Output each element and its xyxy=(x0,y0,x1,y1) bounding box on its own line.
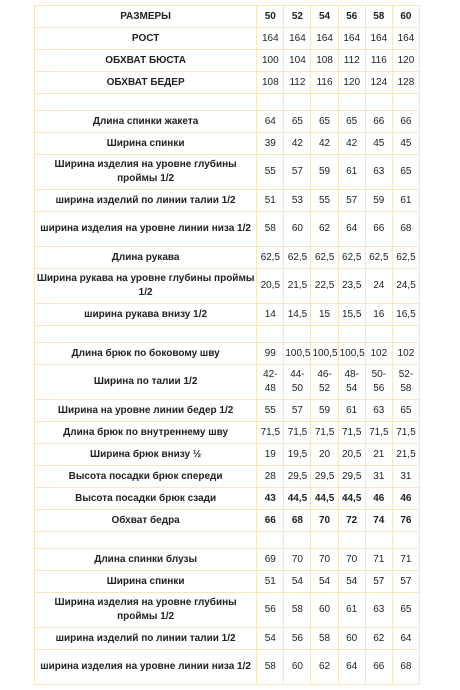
cell-value: 124 xyxy=(365,72,392,94)
cell-value: 108 xyxy=(311,50,338,72)
table-row xyxy=(35,111,420,133)
header-label: РАЗМЕРЫ xyxy=(35,6,257,28)
cell-value: 54 xyxy=(311,571,338,593)
empty-cell xyxy=(392,532,419,549)
cell-value: 71,5 xyxy=(284,422,311,444)
header-size: 56 xyxy=(338,6,365,28)
cell-value: 116 xyxy=(365,50,392,72)
table-row xyxy=(35,304,420,326)
table-row xyxy=(35,650,420,685)
cell-value: 108 xyxy=(257,72,284,94)
cell-value: 24,5 xyxy=(392,269,419,304)
table-header-row xyxy=(35,6,420,28)
cell-value: 64 xyxy=(257,111,284,133)
cell-value: 66 xyxy=(392,111,419,133)
cell-value: 57 xyxy=(392,571,419,593)
cell-value: 62,5 xyxy=(338,247,365,269)
cell-value: 56 xyxy=(284,628,311,650)
cell-value: 62,5 xyxy=(284,247,311,269)
cell-value: 53 xyxy=(284,190,311,212)
cell-value: 29,5 xyxy=(284,466,311,488)
empty-cell xyxy=(257,532,284,549)
row-label: Высота посадки брюк спереди xyxy=(35,466,257,488)
cell-value: 20,5 xyxy=(257,269,284,304)
table-row xyxy=(35,28,420,50)
cell-value: 66 xyxy=(365,212,392,247)
cell-value: 42-48 xyxy=(257,365,284,400)
table-row xyxy=(35,510,420,532)
cell-value: 31 xyxy=(392,466,419,488)
table-row xyxy=(35,247,420,269)
cell-value: 61 xyxy=(338,593,365,628)
cell-value: 63 xyxy=(365,593,392,628)
cell-value: 54 xyxy=(257,628,284,650)
cell-value: 112 xyxy=(338,50,365,72)
empty-cell xyxy=(365,326,392,343)
cell-value: 42 xyxy=(284,133,311,155)
cell-value: 71,5 xyxy=(392,422,419,444)
table-row xyxy=(35,593,420,628)
cell-value: 62 xyxy=(311,212,338,247)
cell-value: 57 xyxy=(338,190,365,212)
cell-value: 65 xyxy=(392,400,419,422)
row-label: Ширина брюк внизу ½ xyxy=(35,444,257,466)
cell-value: 76 xyxy=(392,510,419,532)
row-label: ОБХВАТ БЕДЕР xyxy=(35,72,257,94)
spacer-row xyxy=(35,532,420,549)
row-label: Обхват бедра xyxy=(35,510,257,532)
cell-value: 15,5 xyxy=(338,304,365,326)
table-row xyxy=(35,365,420,400)
cell-value: 44,5 xyxy=(311,488,338,510)
row-label: РОСТ xyxy=(35,28,257,50)
table-row xyxy=(35,212,420,247)
cell-value: 128 xyxy=(392,72,419,94)
empty-cell xyxy=(35,326,257,343)
cell-value: 60 xyxy=(284,212,311,247)
cell-value: 61 xyxy=(392,190,419,212)
cell-value: 70 xyxy=(284,549,311,571)
cell-value: 100,5 xyxy=(311,343,338,365)
table-row xyxy=(35,422,420,444)
cell-value: 70 xyxy=(311,549,338,571)
cell-value: 57 xyxy=(284,400,311,422)
cell-value: 63 xyxy=(365,155,392,190)
header-size: 54 xyxy=(311,6,338,28)
cell-value: 45 xyxy=(365,133,392,155)
cell-value: 59 xyxy=(311,155,338,190)
cell-value: 48-54 xyxy=(338,365,365,400)
row-label: Ширина спинки xyxy=(35,571,257,593)
cell-value: 64 xyxy=(392,628,419,650)
header-size: 58 xyxy=(365,6,392,28)
empty-cell xyxy=(284,326,311,343)
cell-value: 116 xyxy=(311,72,338,94)
cell-value: 164 xyxy=(338,28,365,50)
cell-value: 16,5 xyxy=(392,304,419,326)
cell-value: 29,5 xyxy=(311,466,338,488)
row-label: Ширина изделия на уровне глубины проймы 1/2 xyxy=(35,593,257,628)
cell-value: 62,5 xyxy=(392,247,419,269)
cell-value: 71 xyxy=(392,549,419,571)
cell-value: 39 xyxy=(257,133,284,155)
empty-cell xyxy=(338,94,365,111)
cell-value: 56 xyxy=(257,593,284,628)
cell-value: 99 xyxy=(257,343,284,365)
spacer-row xyxy=(35,94,420,111)
cell-value: 66 xyxy=(257,510,284,532)
empty-cell xyxy=(365,94,392,111)
row-label: ширина изделия на уровне линии низа 1/2 xyxy=(35,650,257,685)
table-row xyxy=(35,269,420,304)
cell-value: 59 xyxy=(365,190,392,212)
cell-value: 63 xyxy=(365,400,392,422)
row-label: Длина рукава xyxy=(35,247,257,269)
cell-value: 43 xyxy=(257,488,284,510)
row-label: Длина брюк по внутреннему шву xyxy=(35,422,257,444)
cell-value: 64 xyxy=(338,650,365,685)
cell-value: 120 xyxy=(392,50,419,72)
size-chart xyxy=(34,5,420,685)
cell-value: 100 xyxy=(257,50,284,72)
row-label: Длина спинки блузы xyxy=(35,549,257,571)
cell-value: 46-52 xyxy=(311,365,338,400)
table-row xyxy=(35,400,420,422)
row-label: ширина изделий по линии талии 1/2 xyxy=(35,190,257,212)
row-label: Ширина спинки xyxy=(35,133,257,155)
table-row xyxy=(35,628,420,650)
cell-value: 72 xyxy=(338,510,365,532)
cell-value: 21,5 xyxy=(284,269,311,304)
table-row xyxy=(35,549,420,571)
cell-value: 55 xyxy=(257,155,284,190)
cell-value: 15 xyxy=(311,304,338,326)
cell-value: 44,5 xyxy=(338,488,365,510)
cell-value: 19 xyxy=(257,444,284,466)
cell-value: 45 xyxy=(392,133,419,155)
cell-value: 71,5 xyxy=(311,422,338,444)
empty-cell xyxy=(392,326,419,343)
cell-value: 14,5 xyxy=(284,304,311,326)
row-label: Ширина по талии 1/2 xyxy=(35,365,257,400)
cell-value: 51 xyxy=(257,571,284,593)
cell-value: 42 xyxy=(338,133,365,155)
cell-value: 55 xyxy=(311,190,338,212)
cell-value: 14 xyxy=(257,304,284,326)
empty-cell xyxy=(338,326,365,343)
empty-cell xyxy=(311,94,338,111)
cell-value: 62,5 xyxy=(257,247,284,269)
row-label: Длина спинки жакета xyxy=(35,111,257,133)
empty-cell xyxy=(284,532,311,549)
cell-value: 50-56 xyxy=(365,365,392,400)
cell-value: 28 xyxy=(257,466,284,488)
table-row xyxy=(35,571,420,593)
cell-value: 120 xyxy=(338,72,365,94)
empty-cell xyxy=(257,326,284,343)
empty-cell xyxy=(365,532,392,549)
cell-value: 65 xyxy=(392,155,419,190)
size-table xyxy=(34,5,420,685)
cell-value: 102 xyxy=(365,343,392,365)
row-label: Ширина изделия на уровне глубины проймы 1/2 xyxy=(35,155,257,190)
cell-value: 60 xyxy=(311,593,338,628)
cell-value: 46 xyxy=(392,488,419,510)
cell-value: 20 xyxy=(311,444,338,466)
table-row xyxy=(35,444,420,466)
cell-value: 62 xyxy=(365,628,392,650)
cell-value: 21 xyxy=(365,444,392,466)
row-label: Высота посадки брюк сзади xyxy=(35,488,257,510)
cell-value: 71,5 xyxy=(257,422,284,444)
cell-value: 68 xyxy=(392,212,419,247)
cell-value: 22,5 xyxy=(311,269,338,304)
table-row xyxy=(35,133,420,155)
cell-value: 58 xyxy=(257,212,284,247)
header-size: 52 xyxy=(284,6,311,28)
cell-value: 164 xyxy=(257,28,284,50)
cell-value: 54 xyxy=(284,571,311,593)
row-label: ширина рукава внизу 1/2 xyxy=(35,304,257,326)
cell-value: 100,5 xyxy=(338,343,365,365)
row-label: Длина брюк по боковому шву xyxy=(35,343,257,365)
table-row xyxy=(35,343,420,365)
spacer-row xyxy=(35,326,420,343)
row-label: ширина изделия на уровне линии низа 1/2 xyxy=(35,212,257,247)
cell-value: 21,5 xyxy=(392,444,419,466)
row-label: ОБХВАТ БЮСТА xyxy=(35,50,257,72)
empty-cell xyxy=(311,532,338,549)
cell-value: 104 xyxy=(284,50,311,72)
empty-cell xyxy=(35,94,257,111)
cell-value: 112 xyxy=(284,72,311,94)
cell-value: 52-58 xyxy=(392,365,419,400)
empty-cell xyxy=(311,326,338,343)
cell-value: 62 xyxy=(311,650,338,685)
header-size: 60 xyxy=(392,6,419,28)
cell-value: 29,5 xyxy=(338,466,365,488)
cell-value: 54 xyxy=(338,571,365,593)
cell-value: 51 xyxy=(257,190,284,212)
cell-value: 71,5 xyxy=(365,422,392,444)
cell-value: 31 xyxy=(365,466,392,488)
table-row xyxy=(35,466,420,488)
cell-value: 71 xyxy=(365,549,392,571)
cell-value: 68 xyxy=(284,510,311,532)
cell-value: 44,5 xyxy=(284,488,311,510)
cell-value: 70 xyxy=(338,549,365,571)
cell-value: 164 xyxy=(392,28,419,50)
empty-cell xyxy=(257,94,284,111)
cell-value: 64 xyxy=(338,212,365,247)
table-row xyxy=(35,50,420,72)
cell-value: 61 xyxy=(338,155,365,190)
cell-value: 164 xyxy=(284,28,311,50)
cell-value: 42 xyxy=(311,133,338,155)
cell-value: 74 xyxy=(365,510,392,532)
cell-value: 60 xyxy=(284,650,311,685)
cell-value: 19,5 xyxy=(284,444,311,466)
cell-value: 100,5 xyxy=(284,343,311,365)
cell-value: 59 xyxy=(311,400,338,422)
cell-value: 70 xyxy=(311,510,338,532)
cell-value: 57 xyxy=(284,155,311,190)
cell-value: 16 xyxy=(365,304,392,326)
table-row xyxy=(35,155,420,190)
cell-value: 46 xyxy=(365,488,392,510)
row-label: Ширина на уровне линии бедер 1/2 xyxy=(35,400,257,422)
cell-value: 66 xyxy=(365,111,392,133)
table-row xyxy=(35,488,420,510)
cell-value: 164 xyxy=(311,28,338,50)
cell-value: 58 xyxy=(311,628,338,650)
cell-value: 20,5 xyxy=(338,444,365,466)
cell-value: 55 xyxy=(257,400,284,422)
cell-value: 58 xyxy=(284,593,311,628)
empty-cell xyxy=(35,532,257,549)
cell-value: 62,5 xyxy=(365,247,392,269)
row-label: ширина изделий по линии талии 1/2 xyxy=(35,628,257,650)
cell-value: 62,5 xyxy=(311,247,338,269)
cell-value: 164 xyxy=(365,28,392,50)
empty-cell xyxy=(284,94,311,111)
cell-value: 69 xyxy=(257,549,284,571)
row-label: Ширина рукава на уровне глубины проймы 1/2 xyxy=(35,269,257,304)
cell-value: 102 xyxy=(392,343,419,365)
cell-value: 68 xyxy=(392,650,419,685)
cell-value: 60 xyxy=(338,628,365,650)
cell-value: 65 xyxy=(392,593,419,628)
header-size: 50 xyxy=(257,6,284,28)
cell-value: 24 xyxy=(365,269,392,304)
cell-value: 66 xyxy=(365,650,392,685)
empty-cell xyxy=(392,94,419,111)
table-row xyxy=(35,190,420,212)
cell-value: 58 xyxy=(257,650,284,685)
cell-value: 57 xyxy=(365,571,392,593)
cell-value: 65 xyxy=(284,111,311,133)
cell-value: 71,5 xyxy=(338,422,365,444)
cell-value: 44-50 xyxy=(284,365,311,400)
cell-value: 61 xyxy=(338,400,365,422)
cell-value: 65 xyxy=(311,111,338,133)
table-row xyxy=(35,72,420,94)
cell-value: 23,5 xyxy=(338,269,365,304)
cell-value: 65 xyxy=(338,111,365,133)
empty-cell xyxy=(338,532,365,549)
